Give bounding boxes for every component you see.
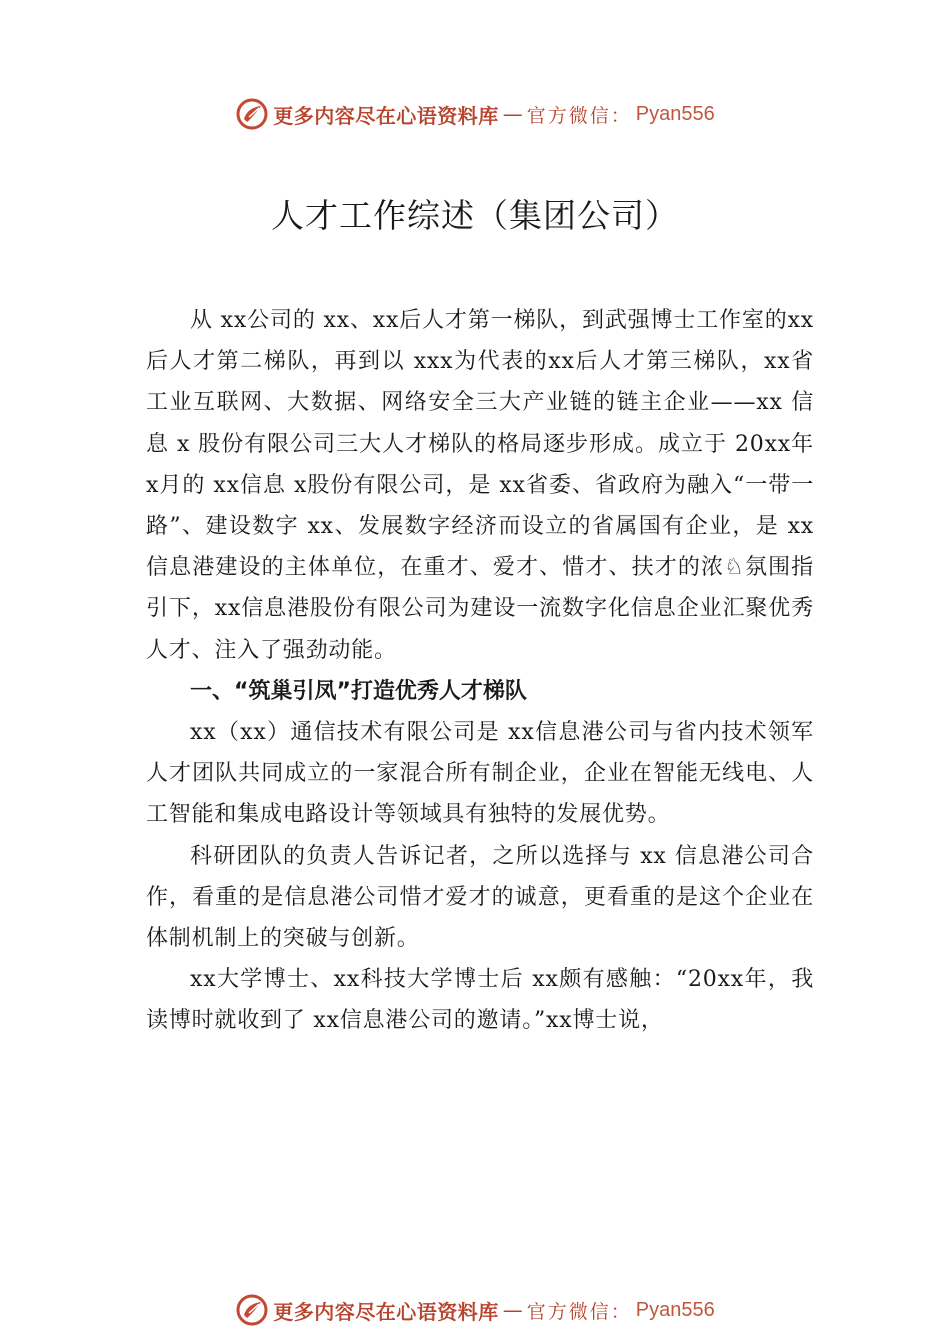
footer-banner [0,1290,950,1330]
document-title: 人才工作综述（集团公司） [271,196,679,235]
header-banner [0,94,950,134]
banner-dash: — [502,1298,523,1322]
body-paragraph: xx大学博士、xx科技大学博士后 xx颇有感触：“20xx年，我读博时就收到了 xx信息港公司的邀请。”xx博士说， [146,967,814,1034]
banner-dash: — [502,102,523,126]
banner-brand-text: 更多内容尽在心语资料库 [273,103,499,128]
intro-paragraph: 从 xx公司的 xx、xx后人才第一梯队，到武强博士工作室的xx后人才第二梯队，再到以 xxx为代表的xx后人才第三梯队，xx省工业互联网、大数据、网络安全三大产业链的链主企业——xx 信息 x 股份有限公司三大人才梯队的格局逐步形成。成立于 20xx年 x月的 xx信息 x股份有限公司，是 xx省委、省政府为融入“一带一路”、建设数字 xx、发展数字经济而设立的省属国有企业，是 xx 信息港建设的主体单位，在重才、爱才、惜才、扶才的浓♘氛围指引下，xx信息港股份有限公司为建设一流数字化信息企业汇聚优秀人才、注入了强劲动能。 [146,308,814,663]
red-seal-logo-icon [235,97,269,131]
red-seal-logo-icon [235,1293,269,1327]
body-paragraph: xx（xx）通信技术有限公司是 xx信息港公司与省内技术领军人才团队共同成立的一家混合所有制企业，企业在智能无线电、人工智能和集成电路设计等领域具有独特的发展优势。 [146,720,814,828]
banner-wechat-id: Pyan556 [635,102,715,125]
body-paragraph: 科研团队的负责人告诉记者，之所以选择与 xx 信息港公司合作，看重的是信息港公司惜才爱才的诚意，更看重的是这个企业在体制机制上的突破与创新。 [146,843,814,952]
banner-official-label: 官方微信： [526,104,632,127]
section-heading: 一、“筑巢引凤”打造优秀人才梯队 [190,678,527,704]
banner-brand-text: 更多内容尽在心语资料库 [273,1299,499,1324]
banner-wechat-id: Pyan556 [635,1298,715,1321]
banner-official-label: 官方微信： [526,1300,632,1323]
document-body [146,300,814,1042]
